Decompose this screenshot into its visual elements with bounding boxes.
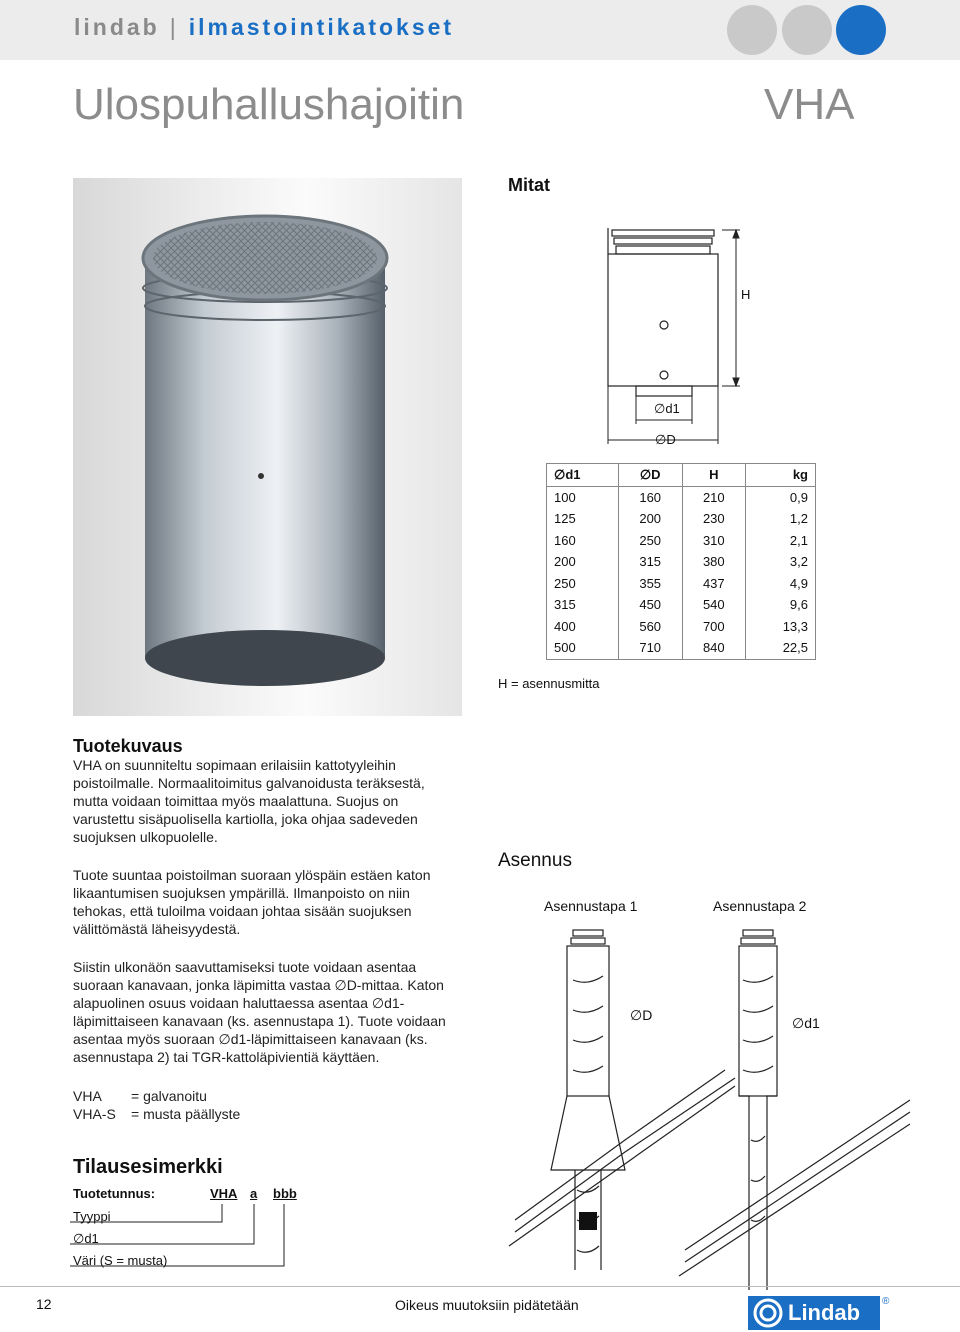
variant-item [73, 1087, 333, 1105]
variant-code: VHA [73, 1088, 102, 1104]
description-paragraph-3: Siistin ulkonäön saavuttamiseksi tuote voidaan asentaa suoraan kanavaan, jonka läpimitta vastaa ∅D-mittaa. Katon alapuolinen osuus voidaan haluttaessa asentaa ∅d1-läpimittaiseen kanavaan (ks. asennustapa 1). Tuote voidaan asentaa myös suoraan ∅d1-läpimittaiseen kanavaan (ks. asennustapa 2) tai TGR-kattoläpivientiä käyttäen. [73, 959, 446, 1065]
dimension-drawing [590, 220, 750, 452]
cell: 200 [547, 551, 619, 573]
footer-divider [0, 1286, 960, 1287]
cell: 0,9 [746, 486, 816, 508]
logo-mark-icon [750, 1296, 786, 1330]
cell: 100 [547, 486, 619, 508]
table-row [547, 508, 816, 530]
page-number: 12 [36, 1296, 52, 1312]
col-header-kg: kg [746, 464, 816, 487]
description-paragraph-1: VHA on suunniteltu sopimaan erilaisiin kattotyyleihin poistoilmalle. Normaalitoimitus galvanoidusta teräksestä, mutta voidaan toimittaa myös maalattuna. Suojus on varustettu sisäpuolisella kartiolla, joka ohjaa sadeveden suojuksen ulkopuolelle. [73, 757, 425, 845]
table-row [547, 616, 816, 638]
cell: 13,3 [746, 616, 816, 638]
product-photo [73, 178, 462, 716]
lindab-logo [748, 1296, 880, 1330]
decor-circle-2 [782, 5, 832, 55]
order-code-bbb: bbb [273, 1186, 297, 1201]
order-code-a: a [250, 1186, 258, 1201]
cell: 700 [682, 616, 746, 638]
cell: 230 [682, 508, 746, 530]
decor-circle-3 [836, 5, 886, 55]
table-row [547, 551, 816, 573]
cell: 315 [547, 594, 619, 616]
product-code: VHA [764, 80, 855, 129]
variant-item [73, 1105, 333, 1123]
dim-label-d: ∅D [655, 432, 676, 447]
cell: 400 [547, 616, 619, 638]
registered-mark: ® [882, 1296, 890, 1307]
dim-label-d1: ∅d1 [654, 401, 680, 416]
variant-desc: = musta päällyste [131, 1106, 241, 1122]
table-row [547, 594, 816, 616]
installation-heading: Asennus [498, 850, 572, 871]
cell: 250 [547, 573, 619, 595]
cell: 500 [547, 637, 619, 659]
table-row [547, 637, 816, 659]
variants-list [73, 1087, 333, 1123]
cell: 2,1 [746, 530, 816, 552]
logo-text: Lindab [788, 1300, 861, 1325]
cell: 840 [682, 637, 746, 659]
installation-drawing [495, 920, 915, 1292]
top-bar [0, 0, 960, 60]
installation-method-2: Asennustapa 2 [713, 898, 807, 914]
order-heading: Tilausesimerkki [73, 1156, 223, 1178]
cell: 9,6 [746, 594, 816, 616]
dim-label-h: H [741, 287, 751, 302]
cell: 3,2 [746, 551, 816, 573]
cell: 710 [618, 637, 682, 659]
section-name: ilmastointikatokset [188, 14, 455, 40]
description-paragraph-2: Tuote suuntaa poistoilman suoraan ylöspäin estäen katon likaantumisen suojuksen ympärillä. Ilmanpoisto on niin tehokas, että tuloilma voidaan johtaa sisään suojuksen välittömästä läheisyydestä. [73, 867, 431, 937]
cell: 355 [618, 573, 682, 595]
decor-circle-1 [727, 5, 777, 55]
brand-name: lindab [74, 14, 160, 40]
dimensions-heading: Mitat [508, 175, 550, 195]
col-header-d: ∅D [618, 464, 682, 487]
table-header-row [547, 464, 816, 487]
footer-notice: Oikeus muutoksiin pidätetään [395, 1297, 579, 1313]
installation-method-1: Asennustapa 1 [544, 898, 638, 914]
order-diameter: ∅d1 [73, 1231, 99, 1246]
product-photo-drawing [73, 178, 462, 716]
cell: 200 [618, 508, 682, 530]
description-body [73, 756, 463, 1066]
dimensions-table [546, 463, 816, 660]
brand-separator: | [169, 14, 179, 40]
cell: 1,2 [746, 508, 816, 530]
installation-label-d1: ∅d1 [792, 1015, 820, 1031]
cell: 380 [682, 551, 746, 573]
cell: 250 [618, 530, 682, 552]
cell: 210 [682, 486, 746, 508]
table-row [547, 573, 816, 595]
order-color: Väri (S = musta) [73, 1253, 168, 1268]
dimension-note: H = asennusmitta [498, 676, 600, 691]
product-title: Ulospuhallushajoitin [73, 80, 465, 129]
order-code-label: Tuotetunnus: [73, 1186, 156, 1201]
col-header-h: H [682, 464, 746, 487]
brand-line [74, 14, 454, 41]
col-header-d1: ∅d1 [547, 464, 619, 487]
cell: 437 [682, 573, 746, 595]
order-code-vha: VHA [210, 1186, 238, 1201]
cell: 450 [618, 594, 682, 616]
cell: 160 [618, 486, 682, 508]
table-row [547, 486, 816, 508]
cell: 4,9 [746, 573, 816, 595]
cell: 310 [682, 530, 746, 552]
cell: 560 [618, 616, 682, 638]
cell: 22,5 [746, 637, 816, 659]
variant-desc: = galvanoitu [131, 1088, 207, 1104]
cell: 540 [682, 594, 746, 616]
cell: 125 [547, 508, 619, 530]
description-heading: Tuotekuvaus [73, 736, 183, 756]
cell: 160 [547, 530, 619, 552]
table-row [547, 530, 816, 552]
order-type: Tyyppi [73, 1209, 111, 1224]
installation-label-d: ∅D [630, 1007, 653, 1023]
cell: 315 [618, 551, 682, 573]
variant-code: VHA-S [73, 1106, 116, 1122]
